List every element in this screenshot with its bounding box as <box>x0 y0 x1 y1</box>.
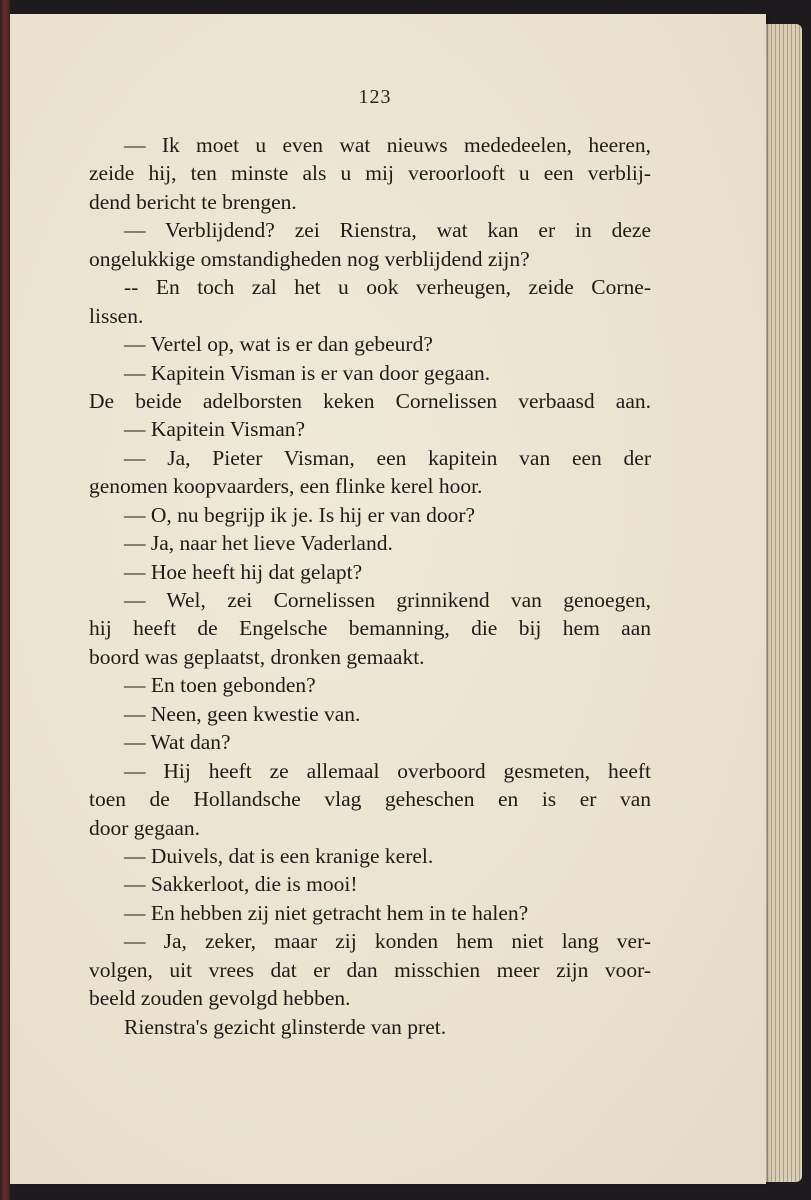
text-line: Rienstra's gezicht glinsterde van pret. <box>124 1014 447 1039</box>
text-line: — Sakkerloot, die is mooi! <box>124 872 358 897</box>
text-line: — En toen gebonden? <box>124 673 316 698</box>
page-number: 123 <box>358 86 392 108</box>
text-line: — Neen, geen kwestie van. <box>124 701 361 726</box>
text-line: — Vertel op, wat is er dan gebeurd? <box>124 332 433 357</box>
text-line: lissen. <box>89 303 144 328</box>
text-line: genomen koopvaarders, een flinke kerel hoor. <box>89 474 483 499</box>
text-line: — Kapitein Visman? <box>124 417 306 442</box>
page-edges <box>760 24 802 1182</box>
text-line: -- En toch zal het u ook verheugen, zeide Corne- <box>124 275 651 300</box>
text-line: — Wat dan? <box>124 730 231 755</box>
text-line: — Kapitein Visman is er van door gegaan. <box>124 360 491 385</box>
text-line: De beide adelborsten keken Cornelissen verbaasd aan. <box>89 388 651 413</box>
text-line: — En hebben zij niet getracht hem in te halen? <box>124 900 529 925</box>
text-block <box>89 131 651 1041</box>
text-line: — O, nu begrijp ik je. Is hij er van door? <box>124 502 476 527</box>
text-line: — Ja, Pieter Visman, een kapitein van een der <box>124 445 651 470</box>
book-binding <box>0 0 10 1200</box>
text-line: dend bericht te brengen. <box>89 189 297 214</box>
book-page <box>10 14 766 1184</box>
text-line: — Hoe heeft hij dat gelapt? <box>124 559 363 584</box>
text-line: toen de Hollandsche vlag geheschen en is er van <box>89 787 651 812</box>
text-line: hij heeft de Engelsche bemanning, die bij hem aan <box>89 616 651 641</box>
text-line: — Ja, naar het lieve Vaderland. <box>124 531 393 556</box>
text-line: beeld zouden gevolgd hebben. <box>89 986 351 1011</box>
text-line: — Wel, zei Cornelissen grinnikend van genoegen, <box>124 588 651 612</box>
text-line: — Duivels, dat is een kranige kerel. <box>124 843 434 868</box>
text-line: — Verblijdend? zei Rienstra, wat kan er in deze <box>124 218 651 243</box>
text-line: boord was geplaatst, dronken gemaakt. <box>89 644 425 669</box>
text-line: — Ik moet u even wat nieuws mededeelen, heeren, <box>124 133 651 157</box>
text-line: ongelukkige omstandigheden nog verblijdend zijn? <box>89 246 530 271</box>
text-line: volgen, uit vrees dat er dan misschien meer zijn voor- <box>89 957 651 982</box>
text-line: — Ja, zeker, maar zij konden hem niet lang ver- <box>124 929 651 954</box>
text-line: door gegaan. <box>89 815 201 840</box>
text-line: zeide hij, ten minste als u mij veroorlooft u een verblij- <box>89 161 651 186</box>
text-line: — Hij heeft ze allemaal overboord gesmeten, heeft <box>124 758 651 783</box>
